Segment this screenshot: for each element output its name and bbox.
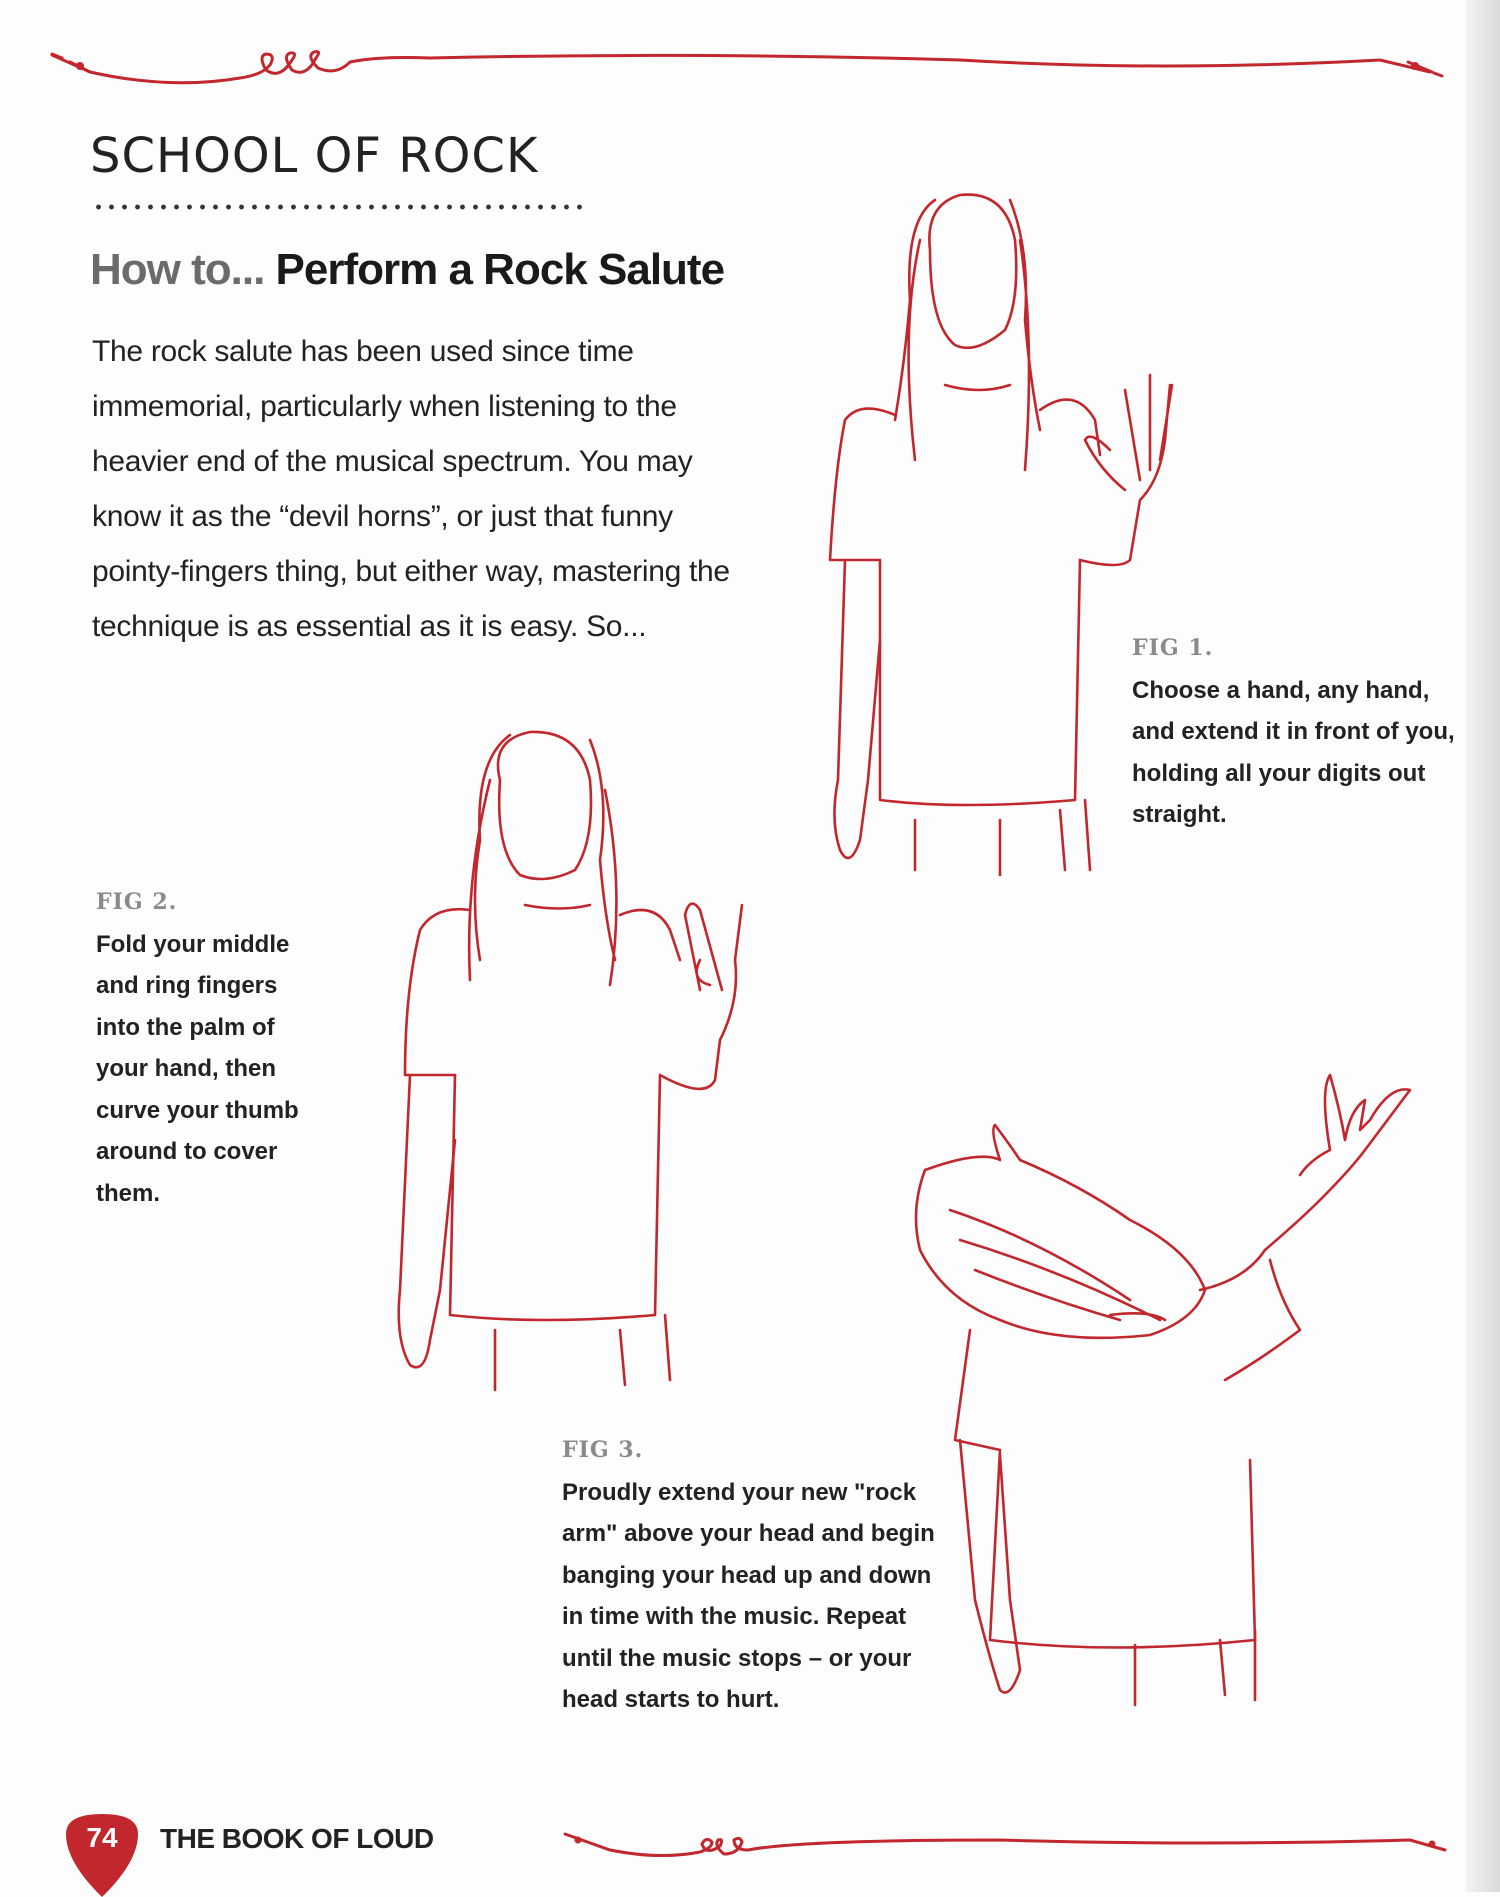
howto-title: Perform a Rock Salute [275, 245, 725, 294]
fig3-shirt [955, 1330, 1255, 1648]
fig2-shoulders [405, 905, 680, 1075]
fig2-caption [96, 882, 321, 1214]
fig3-hair-strands [950, 1210, 1165, 1320]
fig3-hair [916, 1125, 1205, 1338]
fig2-left-arm [399, 1075, 455, 1367]
fig2-label: FIG 2. [96, 889, 178, 915]
book-title: THE BOOK OF LOUD [160, 1823, 434, 1854]
fig1-label: FIG 1. [1132, 635, 1214, 661]
section-title: SCHOOL OF ROCK [90, 128, 539, 184]
fig2-illustration [399, 732, 742, 1390]
fig1-left-arm [834, 560, 880, 858]
fig3-left-arm [960, 1440, 1020, 1693]
fig1-shirt [880, 560, 1080, 805]
fig3-raised-rock-arm [1200, 1075, 1410, 1290]
howto-prefix: How to... [90, 245, 265, 294]
fig2-rock-hand [660, 904, 742, 1089]
fig2-text: Fold your middle and ring fingers into the palm of your hand, then curve your thumb around to cover them. [96, 930, 299, 1207]
fig1-shoulders [830, 385, 1100, 560]
fig3-text: Proudly extend your new "rock arm" above your head and begin banging your head up and down in time with the music. Repeat until the music stops – or your head starts to hurt. [562, 1478, 935, 1713]
fig1-caption [1132, 628, 1457, 836]
fig1-legs [915, 800, 1090, 875]
fig1-text: Choose a hand, any hand, and extend it in front of you, holding all your digits out straight. [1132, 676, 1455, 828]
fig1-raised-hand [1080, 375, 1172, 565]
fig2-hair [469, 735, 616, 985]
page-number: 74 [86, 1822, 118, 1853]
intro-paragraph: The rock salute has been used since time immemorial, particularly when listening to the heavier end of the musical spectrum. You may know it as the “devil horns”, or just that funny pointy-fingers thing, but either way, mastering the technique is as essential as it is easy. So... [92, 335, 730, 643]
fig3-caption [562, 1430, 942, 1721]
fig2-shirt [450, 1075, 660, 1320]
fig2-legs [495, 1315, 670, 1390]
fig3-illustration [916, 1075, 1410, 1705]
fig1-illustration [830, 195, 1172, 875]
fig2-face [498, 732, 591, 879]
fig1-hair [895, 200, 1040, 470]
fig3-label: FIG 3. [562, 1437, 644, 1463]
fig3-upper-arm [1225, 1260, 1300, 1380]
fig1-face [929, 195, 1016, 348]
